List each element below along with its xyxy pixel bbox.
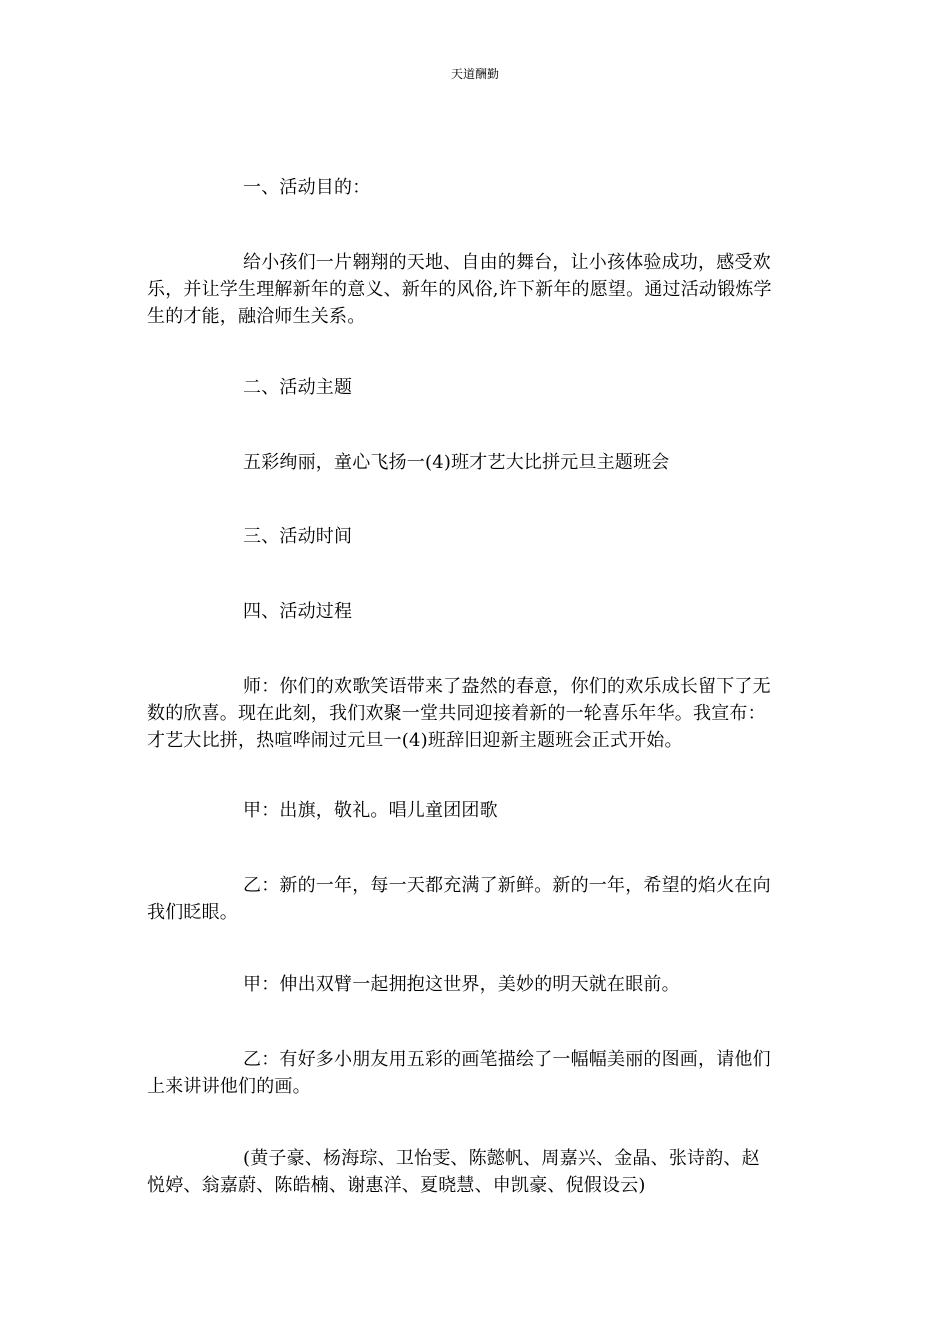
paragraph-line: 生的才能，融洽师生关系。 bbox=[147, 306, 366, 327]
jia-line-2: 甲：伸出双臂一起拥抱这世界，美妙的明天就在眼前。 bbox=[243, 974, 680, 995]
paragraph-line: (黄子豪、杨海琮、卫怡雯、陈懿帆、周嘉兴、金晶、张诗韵、赵 bbox=[243, 1148, 760, 1169]
section-3-heading: 三、活动时间 bbox=[243, 526, 353, 547]
paragraph-line: 师：你们的欢歌笑语带来了盎然的春意，你们的欢乐成长留下了无 bbox=[243, 676, 771, 697]
section-2-heading: 二、活动主题 bbox=[243, 377, 353, 398]
paragraph-line: 我们眨眼。 bbox=[147, 902, 238, 923]
paragraph-line: 乙：有好多小朋友用五彩的画笔描绘了一幅幅美丽的图画，请他们 bbox=[243, 1049, 771, 1070]
paragraph-line: 乐，并让学生理解新年的意义、新年的风俗,许下新年的愿望。通过活动锻炼学 bbox=[147, 279, 772, 300]
section-1-paragraph bbox=[147, 249, 802, 330]
paragraph-line: 乙：新的一年，每一天都充满了新鲜。新的一年，希望的焰火在向 bbox=[243, 875, 771, 896]
yi-paragraph-1 bbox=[147, 872, 802, 926]
section-2-theme: 五彩绚丽，童心飞扬一(4)班才艺大比拼元旦主题班会 bbox=[243, 452, 670, 473]
section-4-heading: 四、活动过程 bbox=[243, 601, 353, 622]
paragraph-line: 上来讲讲他们的画。 bbox=[147, 1076, 311, 1097]
paragraph-line: 给小孩们一片翱翔的天地、自由的舞台，让小孩体验成功，感受欢 bbox=[243, 252, 771, 273]
names-paragraph bbox=[147, 1145, 802, 1199]
page-header: 天道酬勤 bbox=[450, 67, 499, 81]
paragraph-line: 数的欣喜。现在此刻，我们欢聚一堂共同迎接着新的一轮喜乐年华。我宣布： bbox=[147, 703, 766, 724]
yi-paragraph-2 bbox=[147, 1046, 802, 1100]
paragraph-line: 悦婷、翁嘉蔚、陈皓楠、谢惠洋、夏晓慧、申凯豪、倪假设云) bbox=[147, 1175, 646, 1196]
section-1-heading: 一、活动目的： bbox=[243, 177, 371, 198]
jia-line-1: 甲：出旗，敬礼。唱儿童团团歌 bbox=[243, 800, 498, 821]
teacher-paragraph bbox=[147, 673, 802, 754]
paragraph-line: 才艺大比拼，热喧哗闹过元旦一(4)班辞旧迎新主题班会正式开始。 bbox=[147, 730, 683, 751]
